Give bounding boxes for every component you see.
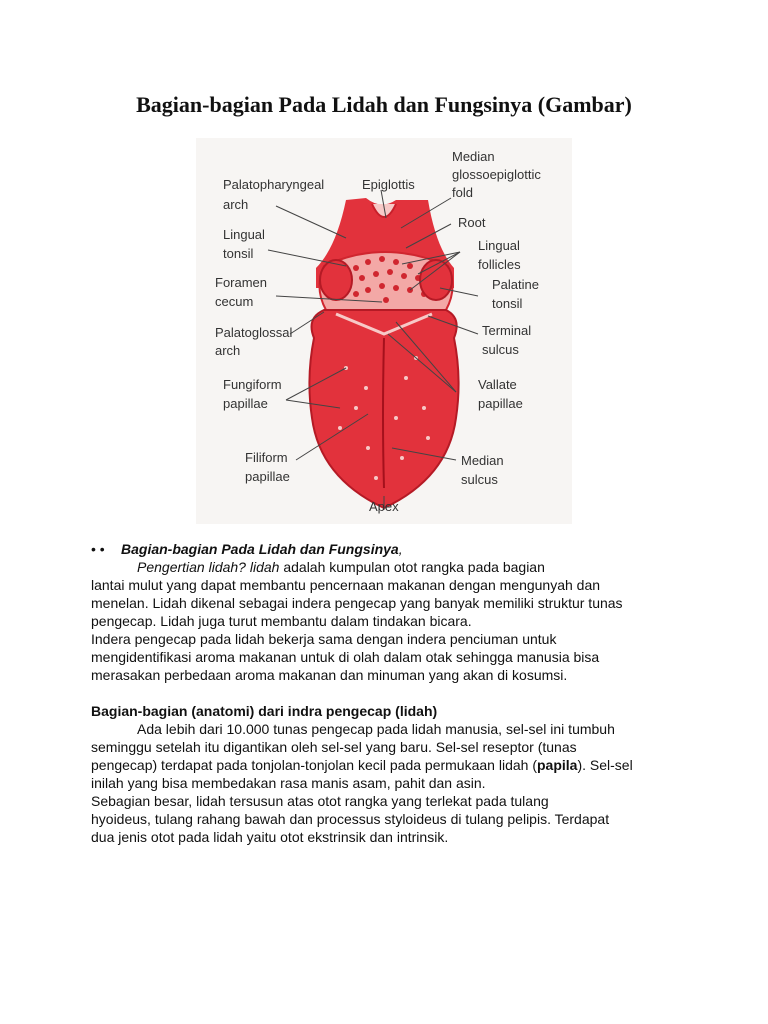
section-heading: Bagian-bagian (anatomi) dari indra pengecap (lidah) — [91, 703, 438, 719]
para2-line: hyoideus, tulang rahang bawah dan processus styloideus di tulang pelipis. Terdapat — [91, 811, 610, 827]
label-lingual-follicles: Lingual follicles — [478, 238, 521, 272]
para2-line: Ada lebih dari 10.000 tunas pengecap pada lidah manusia, sel-sel ini tumbuh — [137, 721, 615, 737]
bullet-heading-suffix: , — [398, 541, 403, 557]
para2-line: pengecap) terdapat pada tonjolan-tonjolan kecil pada permukaan lidah (papila). Sel-sel — [91, 757, 633, 773]
label-apex: Apex — [369, 499, 399, 514]
definition-rest: adalah kumpulan otot rangka pada bagian — [279, 559, 545, 575]
papila-term: papila — [536, 757, 578, 773]
para1-line: menelan. Lidah dikenal sebagai indera pengecap yang banyak memiliki struktur tunas — [91, 595, 623, 611]
label-vallate: Vallate papillae — [478, 377, 523, 411]
tongue-illustration — [309, 198, 458, 508]
label-epiglottis: Epiglottis — [362, 177, 415, 192]
label-filiform: Filiform papillae — [245, 450, 290, 484]
bullet-heading: Bagian-bagian Pada Lidah dan Fungsinya — [121, 541, 399, 557]
page-title: Bagian-bagian Pada Lidah dan Fungsinya (Gambar) — [136, 92, 632, 117]
para1-line: merasakan perbedaan aroma makanan dan minuman yang akan di kosumsi. — [91, 667, 568, 683]
tongue-anatomy-figure — [196, 138, 572, 524]
label-palatine-tonsil: Palatine tonsil — [492, 277, 539, 311]
para1-line: pengecap. Lidah juga turut membantu dalam tindakan bicara. — [91, 613, 472, 629]
tongue-anatomy-diagram — [196, 138, 572, 524]
para2-line: Sebagian besar, lidah tersusun atas otot rangka yang terlekat pada tulang — [91, 793, 549, 809]
label-palatopharyngeal: Palatopharyngeal arch — [223, 177, 325, 212]
label-root: Root — [458, 215, 486, 230]
label-fungiform: Fungiform papillae — [223, 377, 282, 411]
para2-line: inilah yang bisa membedakan rasa manis asam, pahit dan asin. — [91, 775, 486, 791]
para1-line: lantai mulut yang dapat membantu pencernaan makanan dengan mengunyah dan — [91, 577, 601, 593]
definition-italic: Pengertian lidah? lidah — [137, 559, 280, 575]
article-body — [91, 540, 691, 846]
label-median-sulcus: Median sulcus — [461, 453, 504, 487]
label-palatoglossal: Palatoglossal arch — [215, 325, 293, 358]
label-foramen-cecum: Foramen cecum — [215, 275, 268, 309]
definition-line — [91, 558, 691, 576]
bullet-icon: • • — [91, 541, 105, 557]
label-lingual-tonsil: Lingual tonsil — [223, 227, 265, 261]
bullet-item — [91, 540, 691, 558]
para1-line: mengidentifikasi aroma makanan untuk di olah dalam otak sehingga manusia bisa — [91, 649, 600, 665]
para2-line: dua jenis otot pada lidah yaitu otot ekstrinsik dan intrinsik. — [91, 829, 449, 845]
median-sulcus-line — [383, 338, 384, 488]
para2-line: seminggu setelah itu digantikan oleh sel-sel yang baru. Sel-sel reseptor (tunas — [91, 739, 577, 755]
right-palatine-tonsil — [420, 260, 452, 300]
left-palatine-tonsil — [320, 260, 352, 300]
label-median-glossoepiglottic: Median glossoepiglottic fold — [452, 149, 541, 200]
para1-line: Indera pengecap pada lidah bekerja sama dengan indera penciuman untuk — [91, 631, 557, 647]
label-terminal-sulcus: Terminal sulcus — [482, 323, 532, 357]
